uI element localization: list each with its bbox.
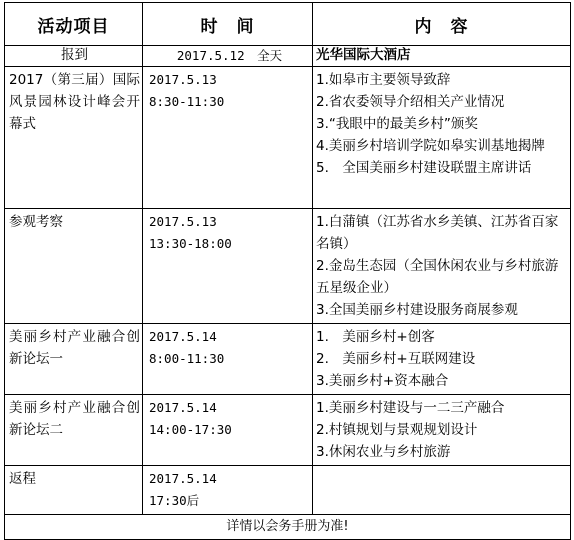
- table-footer-row: [5, 515, 571, 540]
- content-item: 3.“我眼中的最美乡村”颁奖: [316, 116, 478, 132]
- table-row: [5, 67, 571, 209]
- time-range: 17:30后: [149, 493, 200, 508]
- time-range: 14:00-17:30: [149, 422, 232, 437]
- content-cell-empty: [313, 466, 571, 515]
- time-date: 2017.5.13: [149, 72, 217, 87]
- content-item: 1.白蒲镇（江苏省水乡美镇、江苏省百家名镇）: [316, 214, 559, 252]
- time-range: 13:30-18:00: [149, 236, 232, 251]
- content-item: 5. 全国美丽乡村建设联盟主席讲话: [316, 160, 532, 176]
- content-item: 2.省农委领导介绍相关产业情况: [316, 94, 505, 110]
- time-cell: 2017.5.12 全天: [143, 46, 313, 67]
- content-item: 1.美丽乡村建设与一二三产融合: [316, 400, 505, 416]
- header-time: 时 间: [143, 3, 313, 46]
- time-range: 8:30-11:30: [149, 94, 225, 109]
- content-cell: [313, 324, 571, 395]
- schedule-table-container: [4, 2, 570, 540]
- activity-cell: 参观考察: [5, 209, 143, 324]
- content-item: 2.村镇规划与景观规划设计: [316, 422, 478, 438]
- content-item: 2.金岛生态园（全国休闲农业与乡村旅游五星级企业）: [316, 258, 559, 296]
- activity-cell: 返程: [5, 466, 143, 515]
- activity-cell: 报到: [5, 46, 143, 67]
- table-row: [5, 209, 571, 324]
- table-row: [5, 395, 571, 466]
- content-item: 3.全国美丽乡村建设服务商展参观: [316, 302, 518, 318]
- content-item: 1.如皋市主要领导致辞: [316, 72, 451, 88]
- time-range: 8:00-11:30: [149, 351, 225, 366]
- activity-cell: 2017（第三届）国际风景园林设计峰会开幕式: [5, 67, 143, 209]
- content-item: 4.美丽乡村培训学院如皋实训基地揭牌: [316, 138, 545, 154]
- content-item: 2. 美丽乡村+互联网建设: [316, 351, 476, 367]
- table-row: [5, 324, 571, 395]
- content-item: 3.休闲农业与乡村旅游: [316, 444, 451, 460]
- table-row: [5, 46, 571, 67]
- time-cell: [143, 67, 313, 209]
- time-date: 2017.5.14: [149, 329, 217, 344]
- time-date: 2017.5.14: [149, 400, 217, 415]
- table-header-row: [5, 3, 571, 46]
- table-row: [5, 466, 571, 515]
- footer-note: 详情以会务手册为准!: [5, 515, 571, 540]
- activity-cell: 美丽乡村产业融合创新论坛一: [5, 324, 143, 395]
- content-item: 3.美丽乡村+资本融合: [316, 373, 449, 389]
- time-cell: [143, 209, 313, 324]
- activity-cell: 美丽乡村产业融合创新论坛二: [5, 395, 143, 466]
- header-content: 内 容: [313, 3, 571, 46]
- time-date: 2017.5.14: [149, 471, 217, 486]
- time-date: 2017.5.13: [149, 214, 217, 229]
- header-activity: 活动项目: [5, 3, 143, 46]
- content-item: 1. 美丽乡村+创客: [316, 329, 435, 345]
- content-cell: [313, 67, 571, 209]
- content-cell: [313, 209, 571, 324]
- content-cell: 光华国际大酒店: [313, 46, 571, 67]
- time-cell: [143, 395, 313, 466]
- time-cell: [143, 466, 313, 515]
- schedule-table: [4, 2, 571, 540]
- time-cell: [143, 324, 313, 395]
- content-cell: [313, 395, 571, 466]
